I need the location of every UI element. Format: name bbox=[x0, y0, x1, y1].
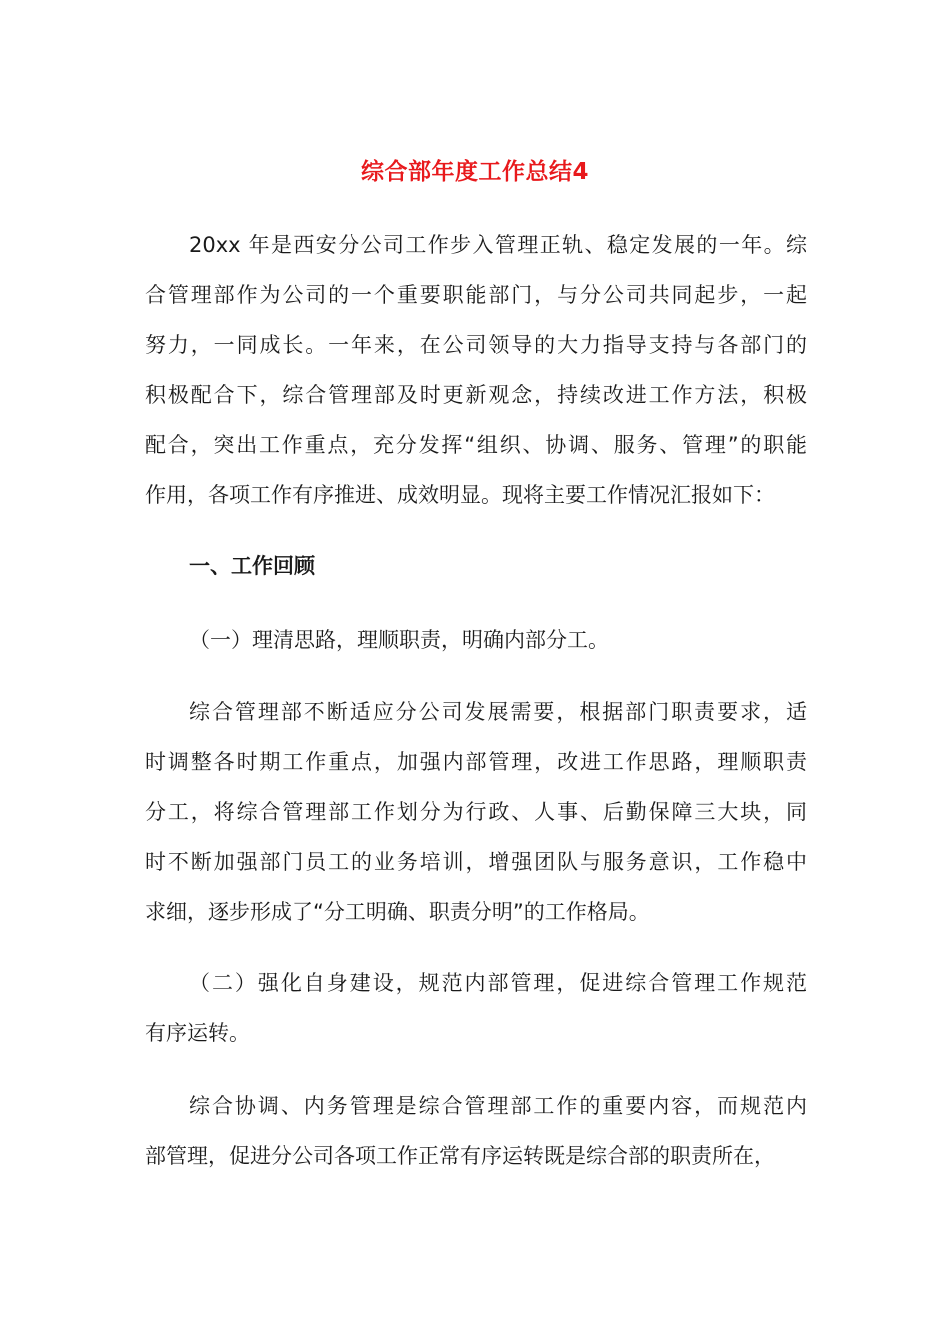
paragraph-line: 作用，各项工作有序推进、成效明显。现将主要工作情况汇报如下： bbox=[145, 483, 775, 507]
paragraph-line: 求细，逐步形成了“分工明确、职责分明”的工作格局。 bbox=[145, 900, 650, 924]
paragraph-internal-management bbox=[145, 1081, 807, 1181]
paragraph-line: 配合，突出工作重点，充分发挥“组织、协调、服务、管理”的职能 bbox=[145, 433, 807, 457]
paragraph-line: 努力，一同成长。一年来，在公司领导的大力指导支持与各部门的 bbox=[145, 333, 807, 357]
paragraph-division bbox=[145, 687, 807, 937]
paragraph-line: 时调整各时期工作重点，加强内部管理，改进工作思路，理顺职责 bbox=[145, 750, 807, 774]
paragraph-line: 部管理，促进分公司各项工作正常有序运转既是综合部的职责所在， bbox=[145, 1144, 775, 1168]
paragraph-line: 积极配合下，综合管理部及时更新观念，持续改进工作方法，积极 bbox=[145, 383, 807, 407]
paragraph-line: 综合管理部不断适应分公司发展需要，根据部门职责要求，适 bbox=[189, 700, 807, 724]
paragraph-line: 合管理部作为公司的一个重要职能部门，与分公司共同起步，一起 bbox=[145, 283, 807, 307]
paragraph-line: 时不断加强部门员工的业务培训，增强团队与服务意识，工作稳中 bbox=[145, 850, 807, 874]
section-heading-review: 一、工作回顾 bbox=[189, 554, 315, 578]
paragraph-line: 20xx 年是西安分公司工作步入管理正轨、稳定发展的一年。综 bbox=[189, 233, 807, 257]
paragraph-line: 综合协调、内务管理是综合管理部工作的重要内容，而规范内 bbox=[189, 1094, 807, 1118]
subsection-heading-1: （一）理清思路，理顺职责，明确内部分工。 bbox=[189, 628, 609, 652]
paragraph-line: （二）强化自身建设，规范内部管理，促进综合管理工作规范 bbox=[189, 971, 807, 995]
paragraph-intro bbox=[145, 220, 807, 520]
paragraph-line: 有序运转。 bbox=[145, 1021, 250, 1045]
paragraph-line: 分工，将综合管理部工作划分为行政、人事、后勤保障三大块，同 bbox=[145, 800, 807, 824]
document-title: 综合部年度工作总结4 bbox=[360, 159, 589, 185]
subsection-heading-2 bbox=[145, 958, 807, 1058]
